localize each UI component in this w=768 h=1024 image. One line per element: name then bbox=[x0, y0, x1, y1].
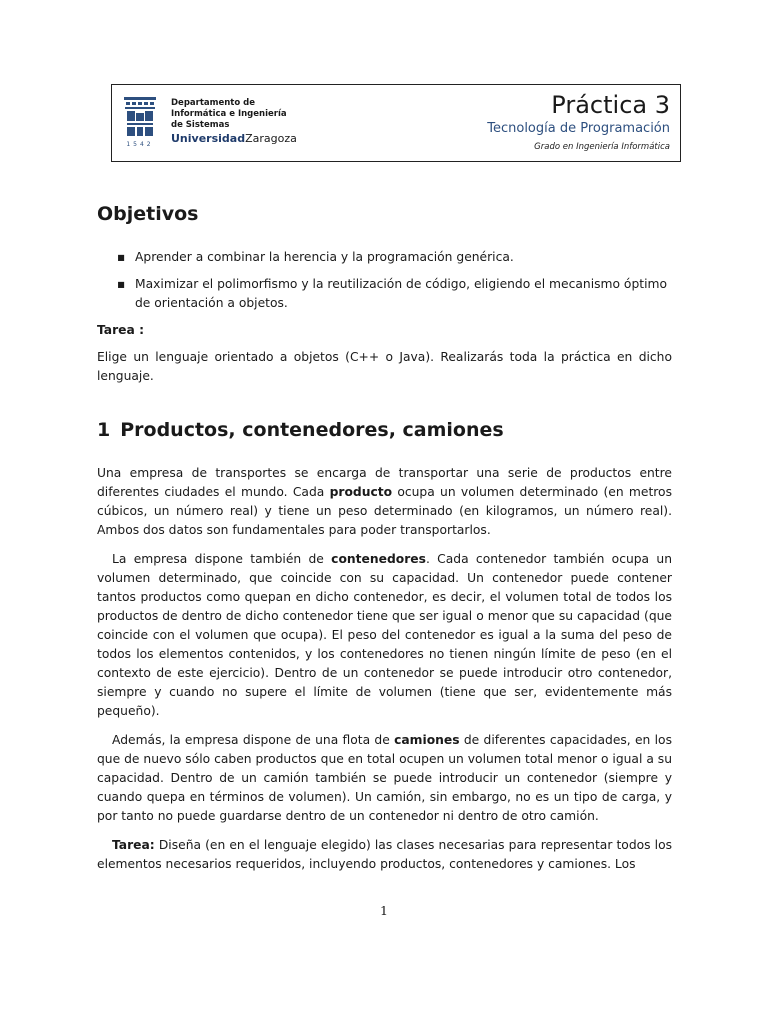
practica-title: Práctica 3 bbox=[551, 91, 670, 119]
svg-text:1542: 1542 bbox=[126, 141, 154, 148]
paragraph-2: La empresa dispone también de contenedores. Cada contenedor también ocupa un volumen determinado, que coincide con su capacidad. Un contenedor puede contener tantos productos como quepan en dicho contenedor, es decir, el volumen total de todos los productos de dentro de dicho contenedor tiene que ser igual o menor que su capacidad (que coincide con el volumen que ocupa). El peso del contenedor es igual a la suma del peso de todos los elementos contenidos, y los contenedores no tienen ningún límite de peso (en el contexto de este ejercicio). Dentro de un contenedor se puede introducir otro contenedor, siempre y cuando no supere el límite de volumen (tiene que ser, evidentemente más pequeño). bbox=[97, 552, 672, 718]
document-header bbox=[111, 84, 681, 162]
objetivo-text-2: Maximizar el polimorfismo y la reutilización de código, eligiendo el mecanismo óptimo de orientación a objetos. bbox=[135, 277, 667, 310]
university-name-city: Zaragoza bbox=[245, 132, 297, 145]
tarea-label: Tarea : bbox=[97, 323, 145, 337]
logo-year bbox=[122, 137, 158, 149]
department-line-1: Departamento de bbox=[171, 98, 256, 108]
university-name bbox=[171, 132, 297, 146]
degree-name: Grado en Ingeniería Informática bbox=[534, 142, 670, 152]
list-item bbox=[97, 248, 672, 267]
department-line-2: Informática e Ingeniería bbox=[171, 109, 287, 119]
objetivos-list bbox=[97, 248, 672, 313]
section-title: Productos, contenedores, camiones bbox=[120, 419, 504, 441]
bullet-icon: ▪ bbox=[117, 277, 126, 291]
paragraph-4: Tarea: Diseña (en en el lenguaje elegido) las clases necesarias para representar todos los elementos necesarios requeridos, incluyendo productos, contenedores y camiones. Los bbox=[97, 838, 672, 871]
objetivos-heading: Objetivos bbox=[97, 203, 199, 225]
paragraph-1: Una empresa de transportes se encarga de transportar una serie de productos entre diferentes ciudades el mundo. Cada producto ocupa un volumen determinado (en metros cúbicos, un número real) y tiene un peso determinado (en kilogramos, un número real). Ambos dos datos son fundamentales para poder transportarlos. bbox=[97, 466, 672, 537]
course-name: Tecnología de Programación bbox=[487, 121, 670, 136]
paragraph-3: Además, la empresa dispone de una flota de camiones de diferentes capacidades, en los que de nuevo sólo caben productos que en total ocupen un volumen total menor o igual a su capacidad. Dentro de un camión también se puede introducir un contenedor (siempre y cuando quepa en términos de volumen). Un camión, sin embargo, no es un tipo de carga, y por tanto no puede guardarse dentro de un contenedor ni dentro de otro camión. bbox=[97, 733, 672, 823]
department-block bbox=[171, 98, 297, 146]
page-number: 1 bbox=[380, 903, 388, 918]
title-block bbox=[487, 91, 670, 153]
section-1-heading bbox=[97, 416, 672, 444]
bullet-icon: ▪ bbox=[117, 250, 126, 264]
document-body bbox=[97, 200, 672, 874]
department-line-3: de Sistemas bbox=[171, 120, 230, 130]
tarea-text: Elige un lenguaje orientado a objetos (C++ o Java). Realizarás toda la práctica en dicho lenguaje. bbox=[97, 350, 672, 383]
objetivo-text-1: Aprender a combinar la herencia y la programación genérica. bbox=[135, 250, 514, 264]
section-number: 1 bbox=[97, 419, 111, 441]
university-name-bold: Universidad bbox=[171, 132, 246, 145]
list-item bbox=[97, 275, 672, 313]
